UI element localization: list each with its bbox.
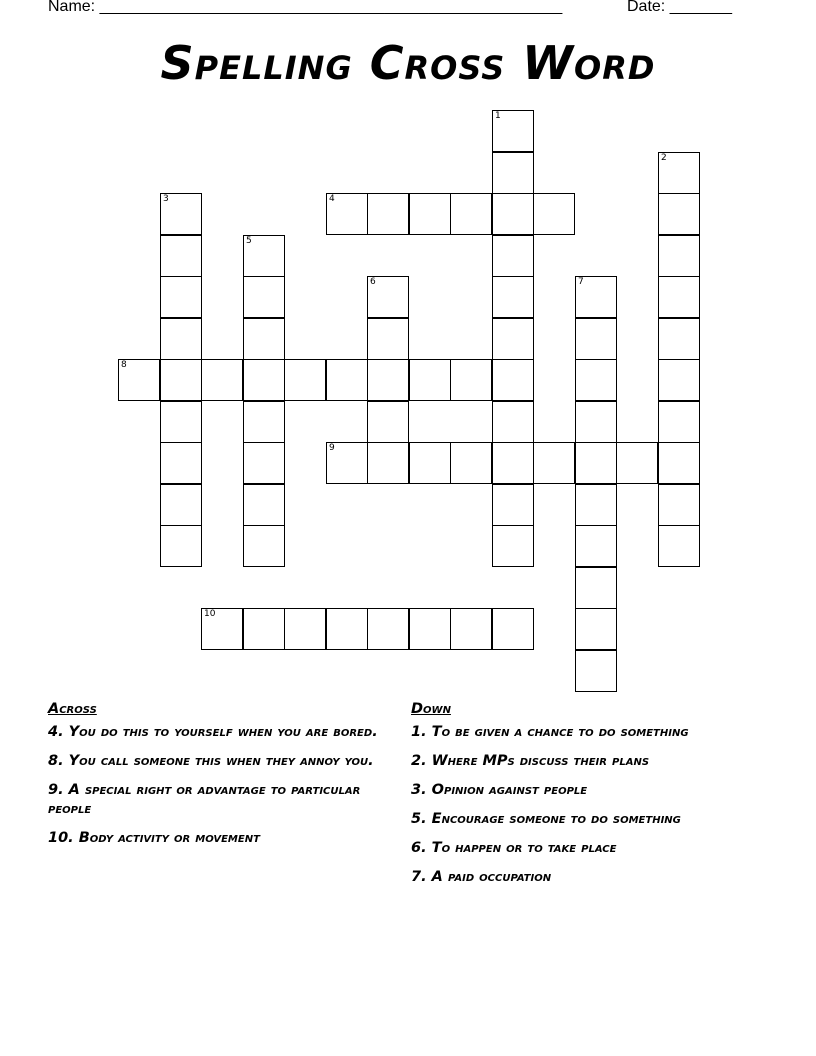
crossword-cell[interactable] [160, 359, 202, 401]
crossword-cell[interactable] [492, 318, 534, 360]
clue-number: 5. [411, 811, 427, 827]
clue-text: Encourage someone to do something [431, 811, 681, 827]
crossword-cell[interactable] [575, 359, 617, 401]
crossword-cell[interactable] [409, 608, 451, 650]
clue-number-label: 7 [578, 277, 584, 287]
crossword-cell[interactable] [160, 401, 202, 443]
crossword-cell[interactable] [492, 193, 534, 235]
crossword-cell[interactable] [409, 359, 451, 401]
crossword-cell[interactable] [243, 276, 285, 318]
crossword-cell[interactable] [367, 401, 409, 443]
across-clue [48, 781, 378, 819]
down-clue [411, 810, 771, 829]
down-clue [411, 868, 771, 887]
clue-number: 2. [411, 753, 427, 769]
page-title: Spelling Cross Word [160, 36, 656, 90]
crossword-cell[interactable] [492, 442, 534, 484]
clue-text: To happen or to take place [431, 840, 617, 856]
clue-text: You do this to yourself when you are bored. [68, 724, 378, 740]
clue-number-label: 9 [329, 443, 335, 453]
clue-number: 6. [411, 840, 427, 856]
clue-text: Where MPs discuss their plans [431, 753, 650, 769]
date-field-label: Date: _______ [627, 0, 732, 15]
clue-number-label: 3 [163, 194, 169, 204]
crossword-cell[interactable] [243, 442, 285, 484]
crossword-cell[interactable] [616, 442, 658, 484]
across-clue [48, 829, 378, 848]
crossword-cell[interactable] [326, 608, 368, 650]
crossword-cell[interactable] [367, 608, 409, 650]
crossword-cell[interactable] [533, 193, 575, 235]
crossword-cell[interactable] [575, 484, 617, 526]
crossword-cell[interactable] [201, 608, 243, 650]
crossword-cell[interactable] [243, 401, 285, 443]
crossword-cell[interactable] [160, 525, 202, 567]
crossword-cell[interactable] [118, 359, 160, 401]
across-clue [48, 723, 378, 742]
crossword-cell[interactable] [243, 608, 285, 650]
down-clue [411, 839, 771, 858]
crossword-cell[interactable] [450, 442, 492, 484]
clue-number: 4. [48, 724, 64, 740]
crossword-cell[interactable] [367, 276, 409, 318]
crossword-cell[interactable] [575, 318, 617, 360]
crossword-cell[interactable] [658, 401, 700, 443]
down-clue [411, 723, 771, 742]
crossword-cell[interactable] [492, 608, 534, 650]
crossword-cell[interactable] [492, 484, 534, 526]
clue-number-label: 2 [661, 153, 667, 163]
crossword-cell[interactable] [367, 318, 409, 360]
crossword-cell[interactable] [409, 193, 451, 235]
clue-number-label: 4 [329, 194, 335, 204]
clue-number: 7. [411, 869, 427, 885]
crossword-cell[interactable] [492, 152, 534, 194]
crossword-cell[interactable] [658, 318, 700, 360]
clue-text: You call someone this when they annoy you. [68, 753, 374, 769]
crossword-cell[interactable] [658, 193, 700, 235]
crossword-cell[interactable] [575, 650, 617, 692]
clue-text: To be given a chance to do something [431, 724, 689, 740]
down-clue [411, 781, 771, 800]
crossword-cell[interactable] [160, 442, 202, 484]
crossword-cell[interactable] [658, 276, 700, 318]
crossword-cell[interactable] [658, 152, 700, 194]
crossword-cell[interactable] [367, 442, 409, 484]
crossword-cell[interactable] [575, 567, 617, 609]
clue-number: 10. [48, 830, 74, 846]
crossword-cell[interactable] [160, 318, 202, 360]
crossword-cell[interactable] [160, 276, 202, 318]
crossword-cell[interactable] [492, 401, 534, 443]
crossword-cell[interactable] [492, 235, 534, 277]
crossword-cell[interactable] [492, 525, 534, 567]
across-heading: Across [48, 701, 97, 717]
crossword-cell[interactable] [243, 484, 285, 526]
clue-text: Body activity or movement [78, 830, 260, 846]
crossword-cell[interactable] [658, 235, 700, 277]
clue-number-label: 1 [495, 111, 501, 121]
crossword-cell[interactable] [492, 359, 534, 401]
crossword-cell[interactable] [326, 193, 368, 235]
crossword-cell[interactable] [160, 235, 202, 277]
crossword-cell[interactable] [243, 235, 285, 277]
clue-number: 1. [411, 724, 427, 740]
down-clues [411, 700, 771, 897]
crossword-cell[interactable] [575, 276, 617, 318]
down-heading: Down [411, 701, 451, 717]
crossword-cell[interactable] [367, 193, 409, 235]
crossword-cell[interactable] [658, 359, 700, 401]
crossword-cell[interactable] [492, 276, 534, 318]
clue-text: A special right or advantage to particular people [48, 782, 361, 817]
crossword-cell[interactable] [160, 193, 202, 235]
clue-number-label: 5 [246, 236, 252, 246]
crossword-cell[interactable] [160, 484, 202, 526]
crossword-cell[interactable] [201, 359, 243, 401]
crossword-cell[interactable] [243, 359, 285, 401]
clue-number: 3. [411, 782, 427, 798]
across-clues [48, 700, 378, 858]
crossword-cell[interactable] [533, 442, 575, 484]
crossword-cell[interactable] [284, 359, 326, 401]
crossword-cell[interactable] [658, 484, 700, 526]
across-clue [48, 752, 378, 771]
name-field-label: Name: ____________________________________________________ [48, 0, 563, 15]
clue-number-label: 8 [121, 360, 127, 370]
crossword-cell[interactable] [326, 442, 368, 484]
crossword-cell[interactable] [326, 359, 368, 401]
crossword-cell[interactable] [284, 608, 326, 650]
crossword-cell[interactable] [450, 193, 492, 235]
crossword-cell[interactable] [575, 401, 617, 443]
crossword-cell[interactable] [575, 442, 617, 484]
down-clue [411, 752, 771, 771]
clue-text: Opinion against people [431, 782, 588, 798]
clue-number-label: 6 [370, 277, 376, 287]
crossword-cell[interactable] [575, 525, 617, 567]
crossword-cell[interactable] [658, 442, 700, 484]
crossword-cell[interactable] [450, 608, 492, 650]
crossword-cell[interactable] [575, 608, 617, 650]
crossword-cell[interactable] [658, 525, 700, 567]
clue-number-label: 10 [204, 609, 216, 619]
crossword-cell[interactable] [492, 110, 534, 152]
clue-text: A paid occupation [431, 869, 552, 885]
crossword-cell[interactable] [243, 525, 285, 567]
crossword-cell[interactable] [450, 359, 492, 401]
clue-number: 8. [48, 753, 64, 769]
clue-number: 9. [48, 782, 64, 798]
crossword-cell[interactable] [367, 359, 409, 401]
crossword-cell[interactable] [409, 442, 451, 484]
crossword-cell[interactable] [243, 318, 285, 360]
